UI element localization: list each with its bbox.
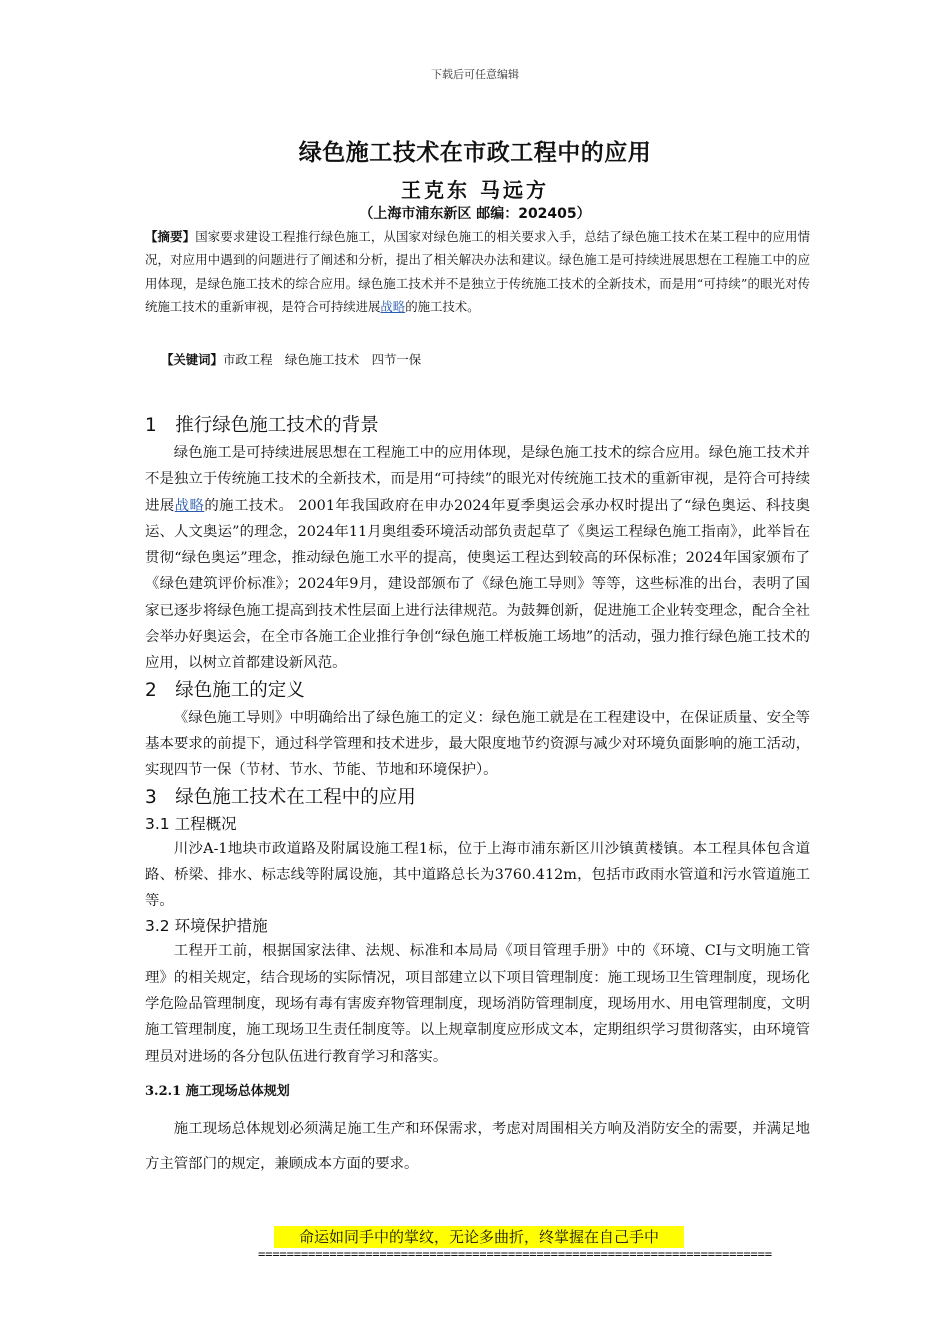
section-2-paragraph: 《绿色施工导则》中明确给出了绿色施工的定义：绿色施工就是在工程建设中，在保证质量、安全等基本要求的前提下，通过科学管理和技术进步，最大限度地节约资源与减少对环境负面影响的施工活动，实现四节一保（节材、节水、节能、节地和环境保护）。 <box>145 709 810 779</box>
section-3-1-heading: 3.1 工程概况 <box>145 814 237 833</box>
keywords <box>161 348 801 371</box>
section-3-2-paragraph: 工程开工前，根据国家法律、法规、标准和本局局《项目管理手册》中的《环境、CI与文明施工管理》的相关规定，结合现场的实际情况，项目部建立以下项目管理制度：施工现场卫生管理制度，现场化学危险品管理制度，现场有毒有害废弃物管理制度，现场消防管理制度，现场用水、用电管理制度，文明施工管理制度，施工现场卫生责任制度等。以上规章制度应形成文本，定期组织学习贯彻落实，由环境管理员对进场的各分包队伍进行教育学习和落实。 <box>145 943 810 1065</box>
section-1-text: 绿色施工是可持续进展思想在工程施工中的应用体现，是绿色施工技术的综合应用。绿色施工技术并不是独立于传统施工技术的全新技术，而是用“可持续”的眼光对传统施工技术的重新审视，是符合可持续进展 <box>145 445 810 514</box>
section-1-text-end: 的施工技术。 2001年我国政府在申办2024年夏季奥运会承办权时提出了“绿色奥运、科技奥运、人文奥运”的理念，2024年11月奥组委环境活动部负责起草了《奥运工程绿色施工指南》，此举旨在贯彻“绿色奥运”理念，推动绿色施工水平的提高，使奥运工程达到较高的环保标准；2024年国家颁布了《绿色建筑评价标准》；2024年9月，建设部颁布了《绿色施工导则》等等，这些标准的出台，表明了国家已逐步将绿色施工提高到技术性层面上进行法律规范。为鼓舞创新，促进施工企业转变理念，配合全社会举办好奥运会，在全市各施工企业推行争创“绿色施工样板施工场地”的活动，强力推行绿色施工技术的应用，以树立首都建设新风范。 <box>145 497 810 672</box>
section-3-2-heading: 3.2 环境保护措施 <box>145 917 268 936</box>
header-note: 下载后可任意编辑 <box>431 68 519 81</box>
document-body <box>145 412 810 1182</box>
section-2-heading: 2 绿色施工的定义 <box>145 679 305 701</box>
section-3-2-1-paragraph: 施工现场总体规划必须满足施工生产和环保需求，考虑对周围相关方响及消防安全的需要，并满足地方主管部门的规定，兼顾成本方面的要求。 <box>145 1120 810 1172</box>
abstract-strategy-link[interactable]: 战略 <box>380 299 406 315</box>
authors: 王克东 马远方 <box>401 178 549 202</box>
section-3-2-1-heading: 3.2.1 施工现场总体规划 <box>145 1083 290 1099</box>
section-3-heading: 3 绿色施工技术在工程中的应用 <box>145 786 416 808</box>
affiliation: （上海市浦东新区 邮编：202405） <box>359 206 591 222</box>
section-1-heading: 1 推行绿色施工技术的背景 <box>145 415 379 436</box>
section-3-1-paragraph: 川沙A-1地块市政道路及附属设施工程1标，位于上海市浦东新区川沙镇黄楼镇。本工程具体包含道路、桥梁、排水、标志线等附属设施，其中道路总长为3760.412m，包括市政雨水管道和污水管道施工等。 <box>145 840 810 910</box>
document-title: 绿色施工技术在市政工程中的应用 <box>298 140 652 166</box>
abstract <box>145 225 810 319</box>
abstract-text-end: 的施工技术。 <box>405 299 480 315</box>
keywords-text: 市政工程 绿色施工技术 四节一保 <box>222 352 422 367</box>
footer-rule: ======================================================================== <box>258 1247 772 1261</box>
section-1-paragraph <box>145 440 810 677</box>
footer-banner: 命运如同手中的掌纹，无论多曲折，终掌握在自己手中 <box>274 1226 684 1248</box>
abstract-label: 【摘要】 <box>145 229 196 244</box>
abstract-text: 国家要求建设工程推行绿色施工，从国家对绿色施工的相关要求入手，总结了绿色施工技术在某工程中的应用情况，对应用中遇到的问题进行了阐述和分析，提出了相关解决办法和建议。绿色施工是可持续进展思想在工程施工中的应用体现，是绿色施工技术的综合应用。绿色施工技术并不是独立于传统施工技术的全新技术，而是用“可持续”的眼光对传统施工技术的重新审视，是符合可持续进展 <box>145 229 811 315</box>
keywords-label: 【关键词】 <box>161 352 223 367</box>
section-1-strategy-link[interactable]: 战略 <box>174 497 205 514</box>
